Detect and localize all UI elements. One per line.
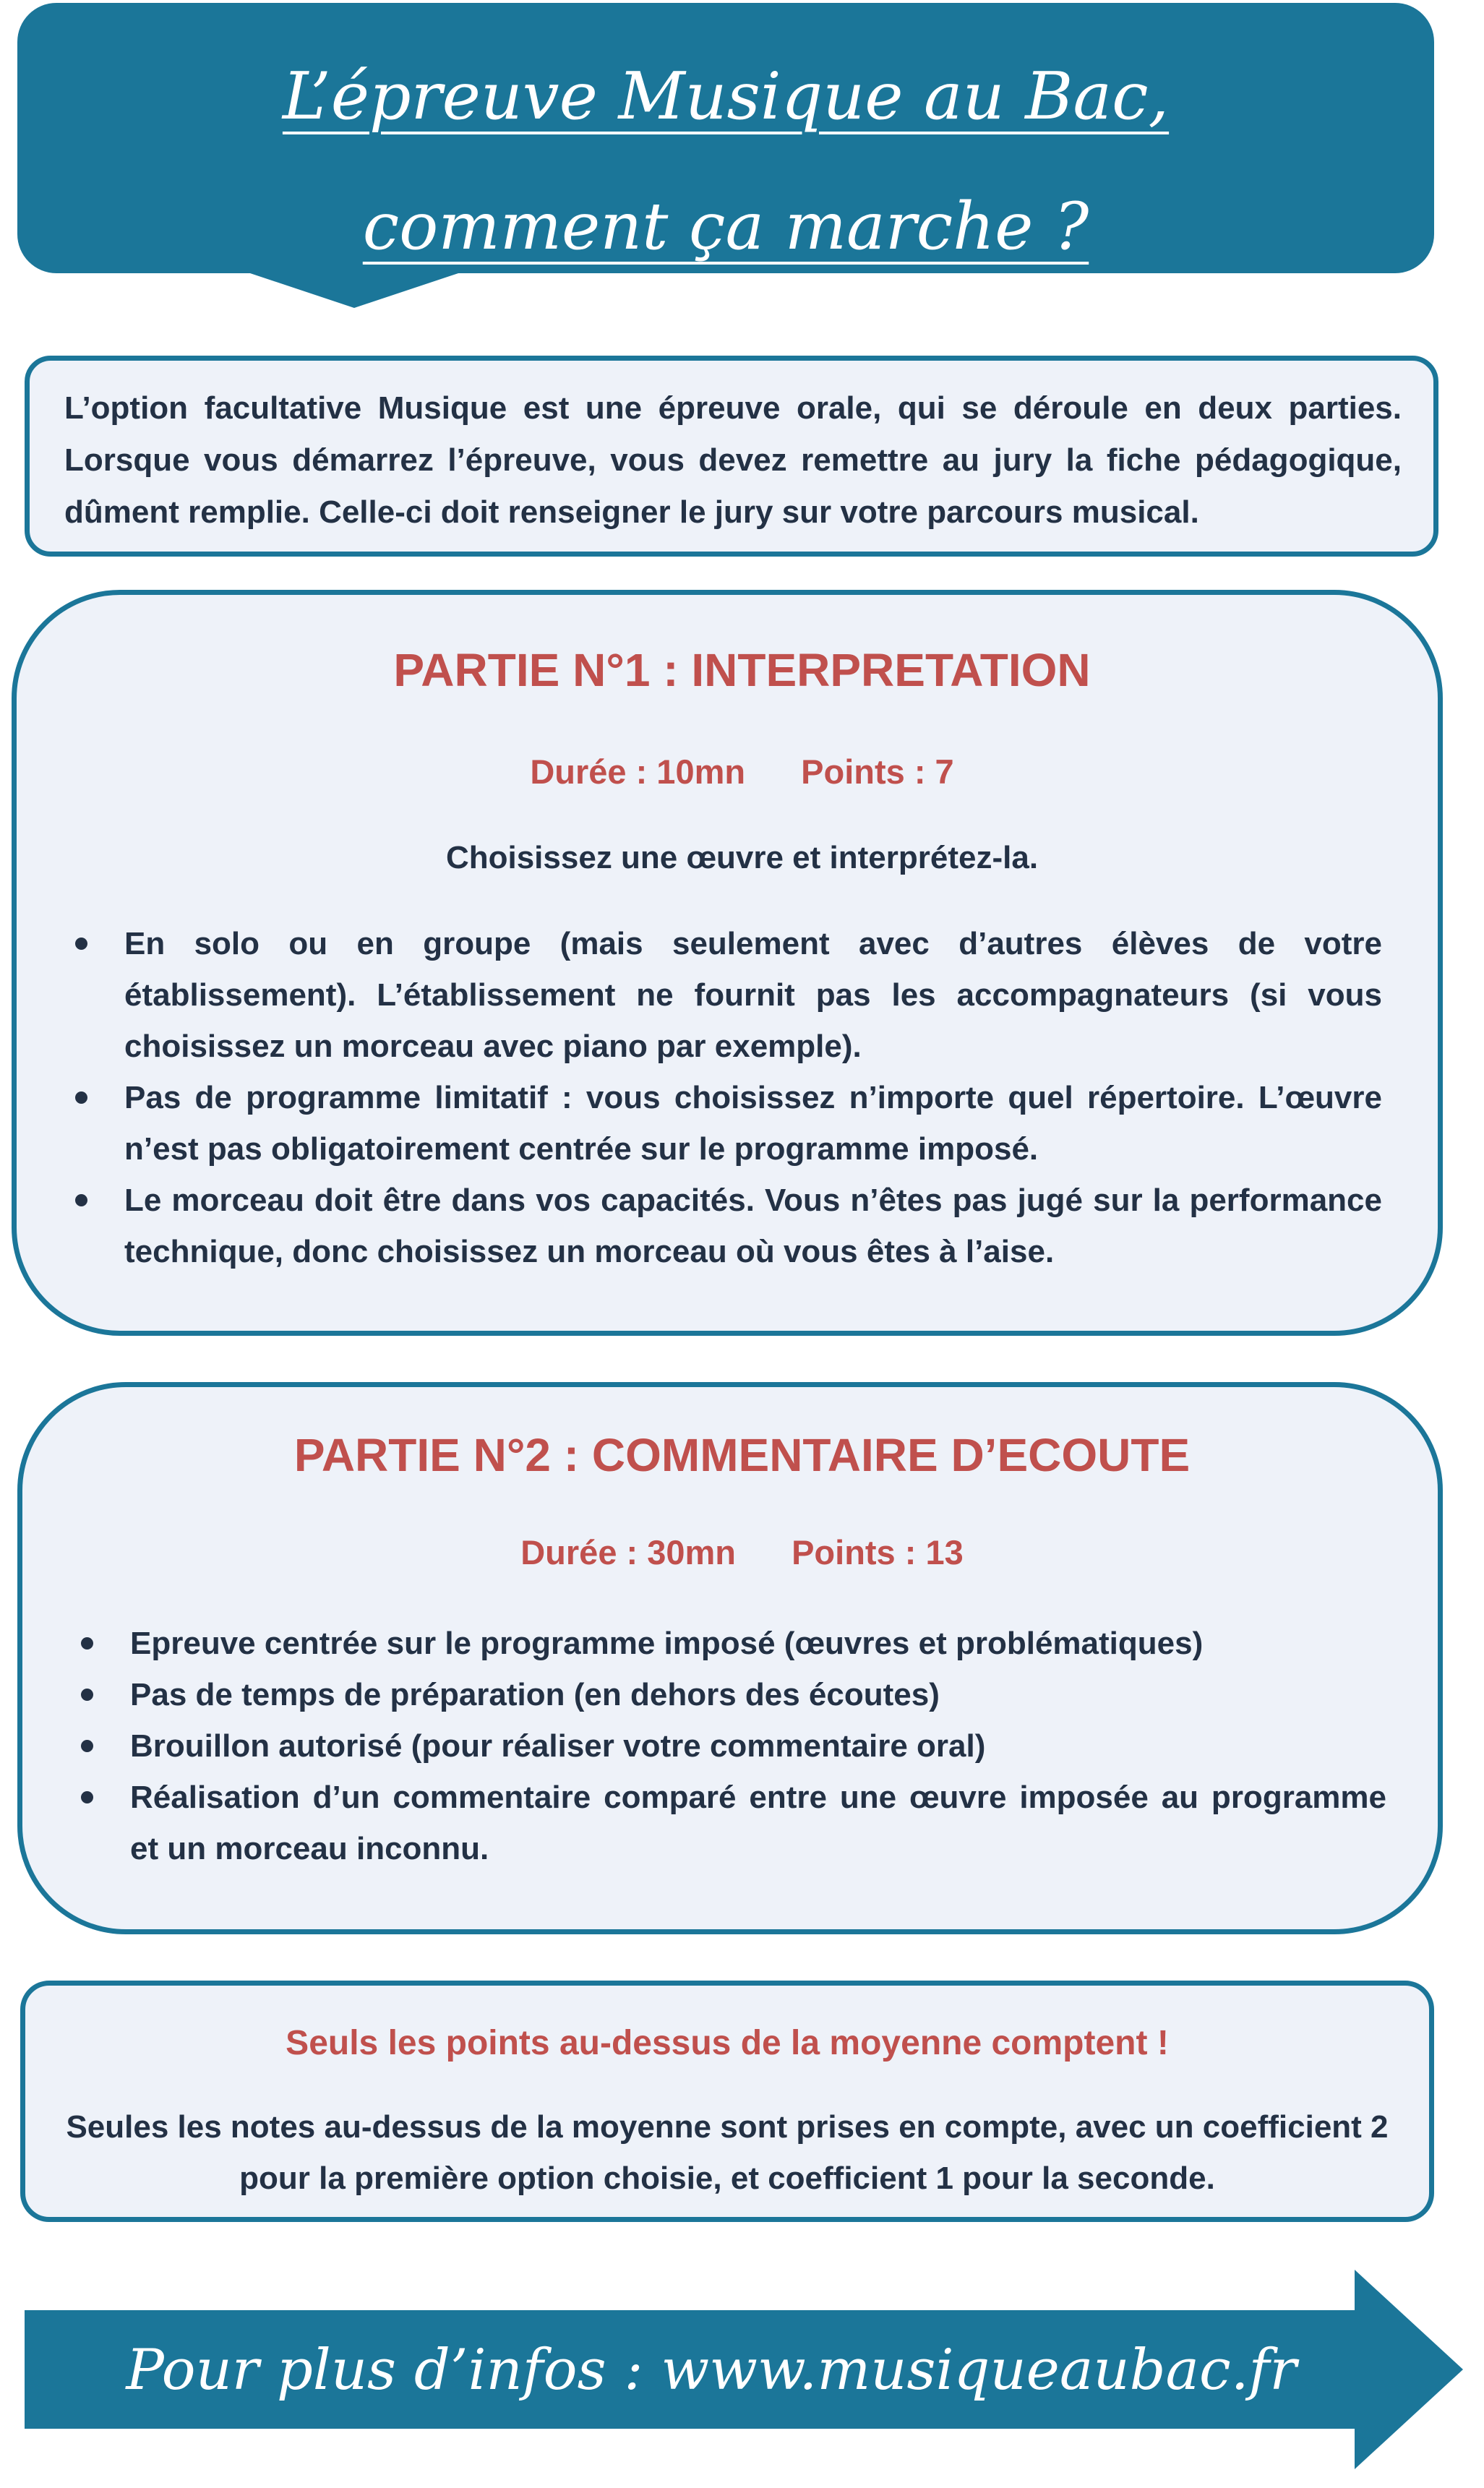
note-text — [25, 2101, 1429, 2204]
intro-box — [25, 356, 1438, 557]
list-item: Brouillon autorisé (pour réaliser votre commentaire oral) — [17, 1720, 1386, 1772]
note-title: Seuls les points au-dessus de la moyenne comptent ! — [286, 2024, 1169, 2062]
list-item: Pas de programme limitatif : vous choisissez n’importe quel répertoire. L’œuvre n’est pas obligatoirement centrée sur le programme imposé. — [12, 1072, 1382, 1175]
part1-points: Points : 7 — [801, 752, 954, 791]
page-title-line2: comment ça marche ? — [362, 189, 1089, 265]
part2-title: PARTIE N°2 : COMMENTAIRE D’ECOUTE — [293, 1429, 1191, 1481]
part1-title: PARTIE N°1 : INTERPRETATION — [393, 644, 1091, 696]
footer-link-text[interactable]: Pour plus d’infos : www.musiqueaubac.fr — [126, 2338, 1297, 2403]
footer-arrow[interactable] — [25, 2270, 1463, 2469]
list-item: En solo ou en groupe (mais seulement avec d’autres élèves de votre établissement). L’établissement ne fournit pas les accompagnateurs (si vous choisissez un morceau avec piano par exemple). — [12, 918, 1382, 1072]
part2-meta — [0, 1532, 1484, 1572]
part2-bullet-list — [17, 1618, 1386, 1874]
list-item: Le morceau doit être dans vos capacités. Vous n’êtes pas jugé sur la performance technique, donc choisissez un morceau où vous êtes à l’aise. — [12, 1175, 1382, 1277]
part2-duration: Durée : 30mn — [520, 1533, 737, 1571]
list-item: Réalisation d’un commentaire comparé entre une œuvre imposée au programme et un morceau inconnu. — [17, 1772, 1386, 1874]
note-box — [20, 1981, 1434, 2222]
header-pointer — [246, 272, 463, 308]
header-banner — [17, 3, 1434, 273]
intro-text: L’option facultative Musique est une épreuve orale, qui se déroule en deux parties. Lorsque vous démarrez l’épreuve, vous devez remettre au jury la fiche pédagogique, dûment remplie. Celle-ci doit renseigner le jury sur votre parcours musical. — [64, 390, 1402, 530]
list-item: Epreuve centrée sur le programme imposé (œuvres et problématiques) — [17, 1618, 1386, 1669]
part1-meta — [0, 752, 1484, 792]
part1-duration: Durée : 10mn — [530, 752, 746, 791]
part1-bullet-list — [12, 918, 1382, 1277]
note-text-line2: pour la première option choisie, et coefficient 1 pour la seconde. — [239, 2161, 1215, 2196]
page-title-line1: L’épreuve Musique au Bac, — [282, 59, 1170, 134]
note-text-line1: Seules les notes au-dessus de la moyenne sont prises en compte, avec un coefficient 2 — [66, 2109, 1389, 2145]
list-item: Pas de temps de préparation (en dehors des écoutes) — [17, 1669, 1386, 1720]
part1-subtitle: Choisissez une œuvre et interprétez-la. — [445, 840, 1039, 875]
part2-points: Points : 13 — [792, 1533, 964, 1571]
page-title — [17, 32, 1434, 292]
